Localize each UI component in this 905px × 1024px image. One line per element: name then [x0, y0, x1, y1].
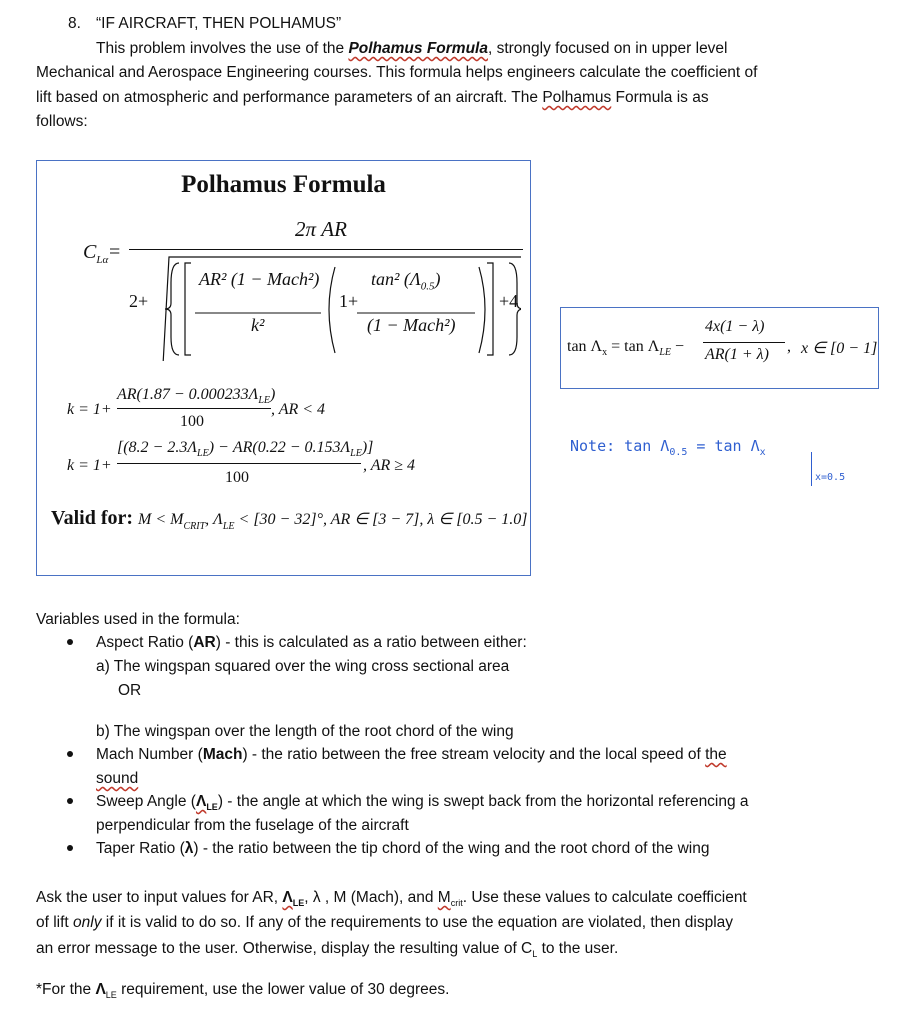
- task-line-3: [36, 937, 618, 966]
- tan-text: tan² (Λ: [371, 269, 421, 289]
- task-l3-post: to the user.: [537, 940, 619, 957]
- problem-number: 8.: [68, 15, 81, 32]
- task-footnote: [36, 978, 449, 1007]
- var-sweep-sub: LE: [206, 802, 218, 813]
- footnote-lam: Λ: [95, 981, 106, 998]
- task-l1-pre: Ask the user to input values for AR,: [36, 889, 283, 906]
- var-mach-l2: [96, 767, 138, 790]
- var-mach-post: ) - the ratio between the free stream velocity and the local speed of: [242, 746, 706, 763]
- formula-name: [348, 40, 488, 57]
- sweep-fraction-bar: [703, 342, 785, 343]
- variables-heading: Variables used in the formula:: [36, 611, 240, 628]
- valid-cond-lambda: , Λ: [205, 511, 223, 528]
- var-ar-pre: Aspect Ratio (: [96, 634, 194, 651]
- sweep-numerator: 4x(1 − λ): [705, 318, 765, 335]
- k1-condition: , AR < 4: [271, 401, 326, 418]
- sweep-domain: x ∈ [0 − 1]: [801, 340, 878, 357]
- sweep-lhs: [567, 338, 684, 358]
- k1-num-text: AR(1.87 − 0.000233Λ: [117, 386, 259, 403]
- intro-line-3: [36, 86, 709, 109]
- den-two-plus: 2+: [129, 291, 149, 311]
- equals-sign: =: [109, 241, 121, 263]
- task-l1-sub: LE: [292, 898, 305, 909]
- sweep-lhs-text: tan Λ: [567, 338, 603, 355]
- k2-fraction-bar: [117, 463, 361, 464]
- var-mach-sound: sound: [96, 770, 139, 787]
- task-l3-pre: an error message to the user. Otherwise, display the resulting value of C: [36, 940, 533, 957]
- k2-close: )]: [361, 439, 374, 456]
- k2-sub2: LE: [350, 448, 362, 460]
- var-ar-post: ) - this is calculated as a ratio between either:: [215, 634, 527, 651]
- k2-mid: ) − AR(0.22 − 0.153Λ: [208, 439, 351, 456]
- polhamus-word: Polhamus: [542, 89, 612, 106]
- var-sweep-pre: Sweep Angle (: [96, 793, 196, 810]
- tan-sub: 0.5: [420, 280, 435, 293]
- var-sweep-post: ) - the angle at which the wing is swept back from the horizontal referencing a: [217, 793, 749, 810]
- den-one-minus-mach: (1 − Mach²): [367, 315, 456, 335]
- valid-label: Valid for:: [51, 507, 134, 529]
- note-eval-bar: [811, 452, 812, 486]
- formula-box: [36, 160, 531, 576]
- footnote-sub: LE: [105, 990, 117, 1001]
- task-l3-sub: L: [532, 949, 538, 960]
- k2-numerator: [117, 439, 373, 459]
- den-tan-term: [371, 269, 441, 293]
- task-l1-crit: crit: [450, 898, 463, 909]
- k1-lhs: k = 1+: [67, 401, 112, 418]
- k2-num-text: [(8.2 − 2.3Λ: [117, 439, 198, 456]
- task-l1-m: M: [437, 889, 451, 906]
- var-ar-a: a) The wingspan squared over the wing cross sectional area: [96, 658, 510, 675]
- k1-num-sub: LE: [258, 395, 271, 407]
- task-l2-pre: of lift: [36, 914, 74, 931]
- valid-cond-tail: < [30 − 32]°, AR ∈ [3 − 7], λ ∈ [0.5 − 1.0]: [234, 511, 528, 528]
- handwritten-note: [570, 437, 766, 458]
- var-sweep-bold: Λ: [195, 793, 207, 810]
- var-ar-bold: AR: [193, 634, 216, 651]
- task-l2-only: only: [73, 914, 102, 931]
- intro-text: , strongly focused on in upper level: [487, 40, 728, 57]
- var-ar-or: OR: [118, 682, 142, 699]
- valid-cond-m: M < M: [138, 511, 184, 528]
- var-mach-bold: Mach: [202, 746, 243, 763]
- task-l1-mcrit: [437, 889, 463, 909]
- var-mach-the: the: [705, 746, 727, 763]
- sweep-formula-box: [560, 307, 879, 389]
- k1-num-close: ): [270, 386, 276, 403]
- intro-text: This problem involves the use of the: [96, 40, 349, 57]
- note-eq: = tan Λ: [687, 437, 760, 455]
- bullet-dot: [67, 751, 73, 757]
- var-sweep-symbol: [195, 793, 218, 813]
- var-taper-post: ) - the ratio between the tip chord of the wing and the root chord of the wing: [193, 840, 710, 857]
- intro-text: lift based on atmospheric and performance parameters of an aircraft. The: [36, 89, 543, 106]
- footnote-post: requirement, use the lower value of 30 degrees.: [116, 981, 450, 998]
- note-text: Note: tan Λ: [570, 437, 670, 455]
- valid-for-line: [51, 507, 528, 532]
- var-mach-pre: Mach Number (: [96, 746, 203, 763]
- sweep-mid-sub: LE: [659, 347, 671, 359]
- task-l2-post: if it is valid to do so. If any of the requirements to use the equation are violated, then display: [101, 914, 734, 931]
- var-sweep-l2: perpendicular from the fuselage of the aircraft: [96, 817, 409, 834]
- var-taper-bold: λ: [184, 840, 194, 857]
- k2-sub1: LE: [197, 448, 209, 460]
- cl-subscript: Lα: [96, 254, 109, 266]
- note-sub2: x: [759, 447, 766, 458]
- intro-line-2: Mechanical and Aerospace Engineering courses. This formula helps engineers calculate the coefficient of: [36, 64, 758, 81]
- k1-denominator: 100: [180, 413, 204, 430]
- var-ar-b: b) The wingspan over the length of the root chord of the wing: [96, 723, 514, 740]
- formula-name-text: Polhamus Formula: [348, 40, 488, 57]
- den-plus-four: +4: [499, 291, 519, 311]
- k1-numerator: [117, 386, 275, 406]
- tan-close: ): [434, 269, 441, 289]
- sweep-mid-text: = tan Λ: [607, 338, 660, 355]
- k1-fraction-bar: [117, 408, 271, 409]
- task-l1-lam: Λ: [282, 889, 293, 906]
- task-l1-mid: , λ , M (Mach), and: [304, 889, 438, 906]
- task-l1-lambda: [282, 889, 305, 909]
- sweep-denominator: AR(1 + λ): [705, 346, 769, 363]
- cl-alpha-symbol: [83, 241, 108, 266]
- den-ar-mach: AR² (1 − Mach²): [199, 269, 320, 289]
- var-ar: [96, 631, 527, 654]
- task-l1-post: . Use these values to calculate coefficient: [462, 889, 747, 906]
- den-k2: k²: [251, 315, 265, 335]
- problem-title: “IF AIRCRAFT, THEN POLHAMUS”: [96, 15, 342, 32]
- k2-denominator: 100: [225, 469, 249, 486]
- cl-letter: C: [83, 241, 97, 263]
- valid-sub-crit: CRIT: [183, 521, 206, 532]
- formula-title: Polhamus Formula: [181, 171, 386, 198]
- main-fraction-bar: [129, 249, 523, 250]
- var-taper: [96, 837, 709, 860]
- k2-condition: , AR ≥ 4: [363, 457, 416, 474]
- den-one-plus: 1+: [339, 291, 359, 311]
- intro-text: Formula is as: [611, 89, 709, 106]
- note-eval-sub: x=0.5: [815, 472, 846, 483]
- k2-lhs: k = 1+: [67, 457, 112, 474]
- bullet-dot: [67, 639, 73, 645]
- bullet-dot: [67, 845, 73, 851]
- note-sub1: 0.5: [669, 447, 688, 458]
- footnote-pre: *For the: [36, 981, 96, 998]
- intro-line-1: [96, 37, 728, 60]
- bullet-dot: [67, 798, 73, 804]
- task-line-2: [36, 911, 733, 934]
- intro-line-4: follows:: [36, 113, 88, 130]
- sweep-comma: ,: [787, 338, 791, 355]
- numerator-2pi-ar: 2π AR: [295, 217, 347, 241]
- sweep-minus: −: [671, 338, 685, 355]
- var-taper-pre: Taper Ratio (: [96, 840, 185, 857]
- sweep-lhs-sub: x: [602, 347, 608, 359]
- valid-sub-le: LE: [222, 521, 235, 532]
- var-mach: [96, 743, 727, 766]
